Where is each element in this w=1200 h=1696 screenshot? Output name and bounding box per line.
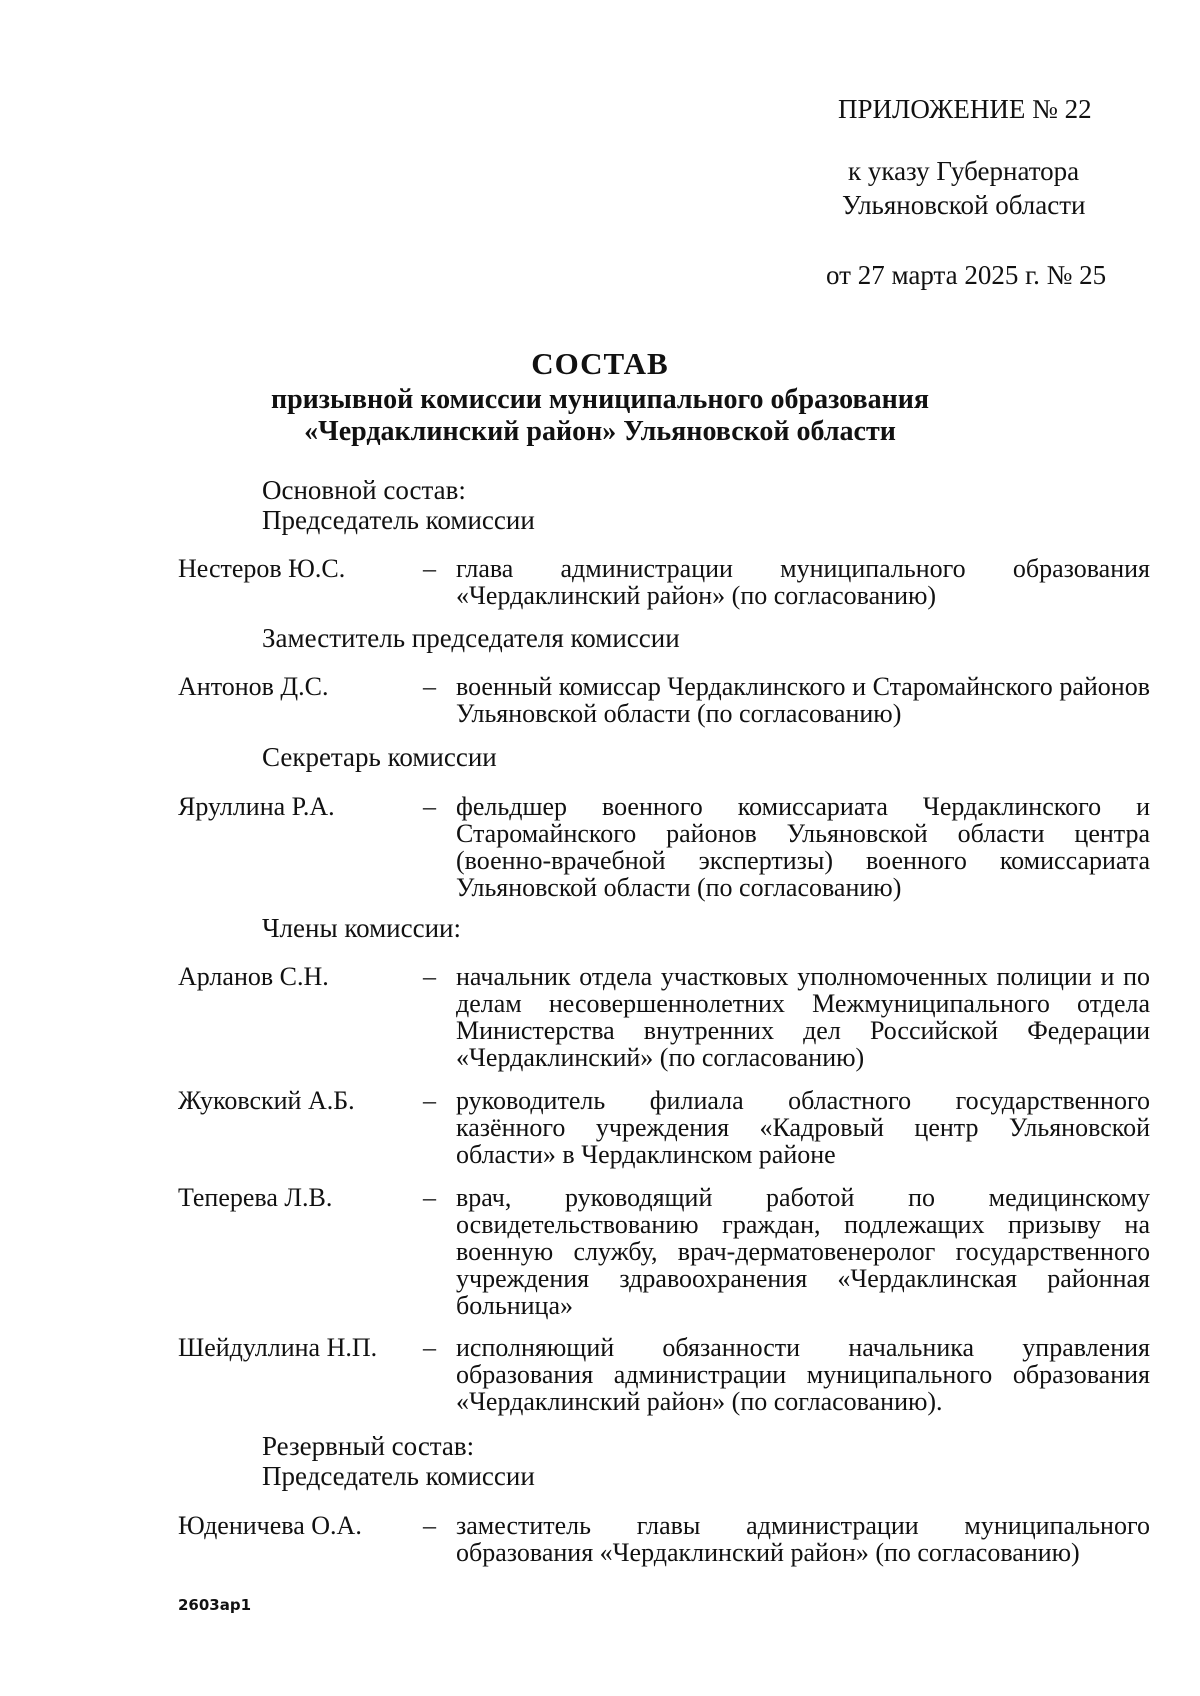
appendix-number: ПРИЛОЖЕНИЕ № 22 <box>838 94 1092 124</box>
person-name: Арланов С.Н. <box>178 962 329 991</box>
main-composition-label: Основной состав: <box>262 475 466 505</box>
appendix-block <box>826 92 1138 290</box>
secretary-label: Секретарь комиссии <box>262 742 497 772</box>
reserve-composition-label: Резервный состав: <box>262 1431 475 1461</box>
chairman-label: Председатель комиссии <box>262 505 535 535</box>
deputy-label: Заместитель председателя комиссии <box>262 623 680 653</box>
title-line-1: призывной комиссии муниципального образования <box>270 384 930 415</box>
person-position: исполняющий обязанности начальника управления образования администрации муниципального образования «Чердаклинский район» (по согласованию). <box>456 1333 1150 1416</box>
person-position: руководитель филиала областного государственного казённого учреждения «Кадровый центр Ульяновской области» в Чердаклинском районе <box>456 1086 1150 1169</box>
person-position: глава администрации муниципального образования «Чердаклинский район» (по согласованию) <box>456 554 1150 610</box>
person-position: начальник отдела участковых уполномоченных полиции и по делам несовершеннолетних Межмуниципального отдела Министерства внутренних дел Российской Федерации «Чердаклинский» (по согласованию) <box>456 962 1150 1072</box>
title-heading: СОСТАВ <box>531 346 669 381</box>
dash-separator: – <box>423 1086 436 1115</box>
person-name: Нестеров Ю.С. <box>178 554 346 583</box>
reserve-chairman-label: Председатель комиссии <box>262 1461 535 1491</box>
dash-separator: – <box>423 554 436 583</box>
person-name: Теперева Л.В. <box>178 1183 333 1212</box>
person-position: фельдшер военного комиссариата Чердаклинского и Старомайнского районов Ульяновской области центра (военно-врачебной экспертизы) военного комиссариата Ульяновской области (по согласованию) <box>456 792 1150 902</box>
title-line-2: «Чердаклинский район» Ульяновской области <box>304 416 896 447</box>
dash-separator: – <box>423 1183 436 1212</box>
dash-separator: – <box>423 672 436 701</box>
person-position: военный комиссар Чердаклинского и Старомайнского районов Ульяновской области (по согласованию) <box>456 672 1150 728</box>
person-name: Шейдуллина Н.П. <box>178 1333 378 1362</box>
dash-separator: – <box>423 962 436 991</box>
decree-date: от 27 марта 2025 г. № 25 <box>826 260 1107 290</box>
dash-separator: – <box>423 1333 436 1362</box>
person-name: Антонов Д.С. <box>178 672 329 701</box>
dash-separator: – <box>423 1511 436 1540</box>
decree-reference-line-1: к указу Губернатора <box>848 156 1080 186</box>
document-code: 2603ар1 <box>178 1596 252 1614</box>
members-label: Члены комиссии: <box>262 913 461 943</box>
person-position: врач, руководящий работой по медицинскому освидетельствованию граждан, подлежащих призыву на военную службу, врач-дерматовенеролог государственного учреждения здравоохранения «Чердаклинская районная больница» <box>456 1183 1150 1320</box>
person-name: Яруллина Р.А. <box>178 792 335 821</box>
person-name: Юденичева О.А. <box>178 1511 362 1540</box>
person-name: Жуковский А.Б. <box>178 1086 355 1115</box>
person-position: заместитель главы администрации муниципального образования «Чердаклинский район» (по согласованию) <box>456 1511 1150 1567</box>
dash-separator: – <box>423 792 436 821</box>
decree-reference-line-2: Ульяновской области <box>842 190 1086 220</box>
document-title <box>0 348 1200 448</box>
